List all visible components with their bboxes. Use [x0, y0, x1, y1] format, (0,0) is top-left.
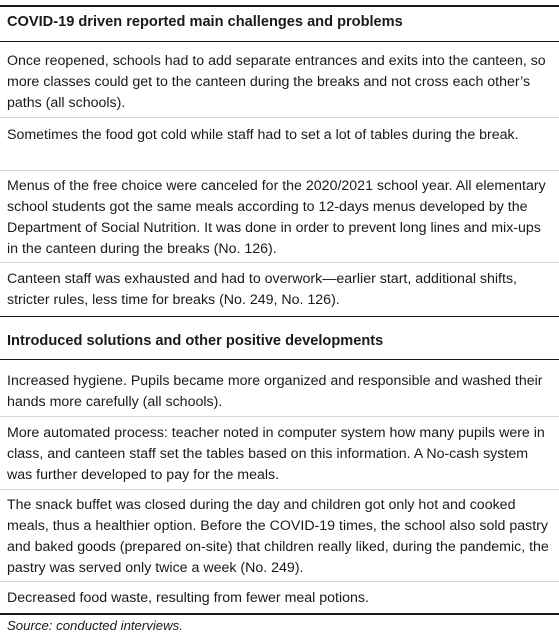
table-row: Once reopened, schools had to add separate entrances and exits into the canteen, so more classes could get to the canteen during the breaks and not cross each other’s paths (all schools). — [7, 53, 546, 111]
table-row: Increased hygiene. Pupils became more organized and responsible and washed their hands more carefully (all schools). — [7, 373, 543, 410]
section-heading-solutions: Introduced solutions and other positive developments — [7, 333, 384, 349]
row-divider — [0, 416, 559, 417]
section-divider-rule — [0, 316, 559, 317]
table-row: The snack buffet was closed during the day and children got only hot and cooked meals, thus a healthier option. Before the COVID-19 times, the school also sold pastry and baked goods (prepared on-site) that children really liked, during the pandemic, the pastry was served only twice a week (No. 249). — [7, 497, 549, 576]
table-top-rule — [0, 5, 559, 7]
table-row: Decreased food waste, resulting from fewer meal potions. — [7, 590, 369, 606]
row-divider — [0, 117, 559, 118]
row-divider — [0, 489, 559, 490]
table-source-note: Source: conducted interviews. — [7, 618, 183, 633]
table-row: Canteen staff was exhausted and had to overwork—earlier start, additional shifts, stricter rules, less time for breaks (No. 249, No. 126). — [7, 271, 517, 308]
section-heading-rule — [0, 359, 559, 360]
row-divider — [0, 170, 559, 171]
row-divider — [0, 581, 559, 582]
table-row: Sometimes the food got cold while staff had to set a lot of tables during the break. — [7, 127, 519, 143]
section-heading-rule — [0, 41, 559, 42]
table-bottom-rule — [0, 613, 559, 615]
section-heading-challenges: COVID-19 driven reported main challenges and problems — [7, 14, 403, 30]
table-row: More automated process: teacher noted in computer system how many pupils were in class, and canteen staff set the tables based on this information. A No-cash system was further developed to pay for the meals. — [7, 425, 545, 483]
table-row: Menus of the free choice were canceled for the 2020/2021 school year. All elementary school students got the same meals according to 12-days menus developed by the Department of Social Nutrition. It was done in order to prevent long lines and mix-ups in the canteen during the breaks (No. 126). — [7, 178, 546, 257]
row-divider — [0, 262, 559, 263]
